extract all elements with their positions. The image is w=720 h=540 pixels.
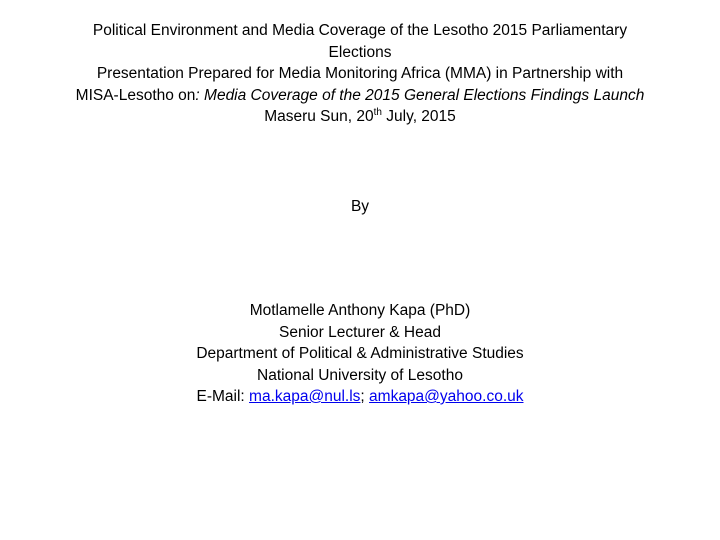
title-line-4-italic: : Media Coverage of the 2015 General Elections Findings Launch (195, 86, 645, 104)
title-line-5 (30, 106, 690, 128)
author-department: Department of Political & Administrative Studies (196, 345, 524, 362)
title-line-4 (30, 85, 690, 107)
date-prefix: Maseru Sun, 20 (264, 108, 374, 125)
date-superscript: th (373, 106, 382, 118)
author-position: Senior Lecturer & Head (279, 323, 441, 341)
title-line-1: Political Environment and Media Coverage of the Lesotho 2015 Parliamentary (92, 22, 628, 39)
by-label: By (350, 198, 370, 215)
author-name: Motlamelle Anthony Kapa (PhD) (249, 302, 471, 319)
email-link-nul[interactable]: ma.kapa@nul.ls (249, 388, 361, 405)
email-link-yahoo[interactable]: amkapa@yahoo.co.uk (369, 388, 524, 405)
title-line-3: Presentation Prepared for Media Monitoring Africa (MMA) in Partnership with (96, 65, 624, 82)
author-block (30, 300, 690, 408)
email-line (30, 386, 690, 408)
email-label: E-Mail: (196, 388, 250, 405)
title-line-2: Elections (328, 43, 392, 61)
author-university: National University of Lesotho (257, 366, 463, 384)
email-separator: ; (360, 388, 370, 405)
title-line-4-prefix: MISA-Lesotho on (75, 86, 196, 104)
title-block (30, 20, 690, 128)
date-suffix: July, 2015 (381, 108, 456, 125)
